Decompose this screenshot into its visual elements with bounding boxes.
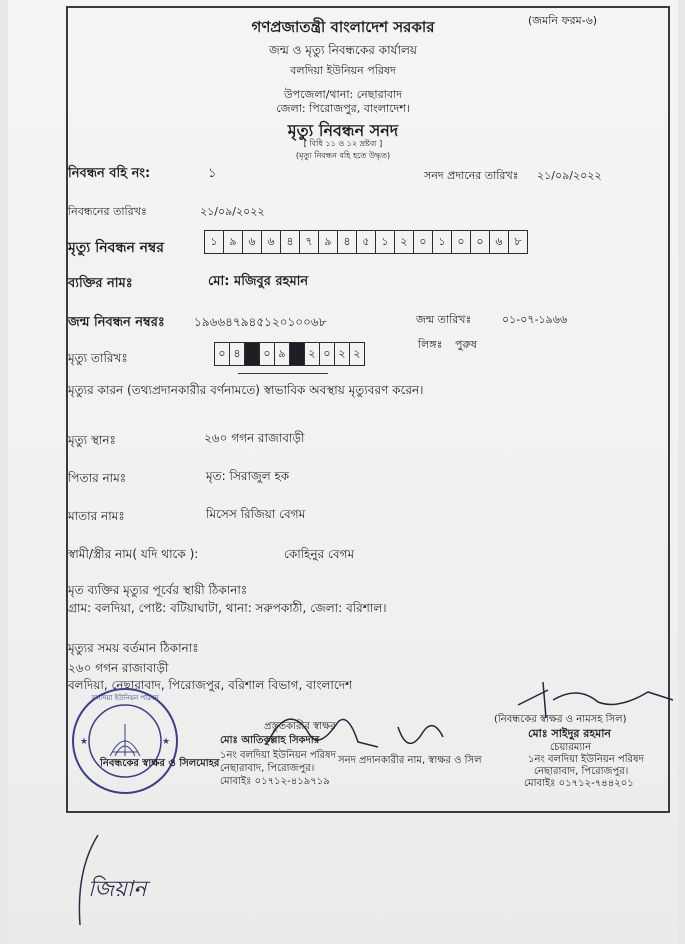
death-cause: মৃত্যুর কারন (তথ্যপ্রদানকারীর বর্ণনামতে) স্বাভাবিক অবস্থায় মৃত্যুবরণ করেন। [68, 383, 424, 397]
death-date-boxes [214, 342, 365, 366]
svg-text:★: ★ [80, 737, 89, 747]
seal-text: বলদিয়া ইউনিয়ন পরিষদ [91, 694, 159, 702]
reg-digit-box: ২ [395, 231, 414, 253]
handwritten-note: জিয়ান [88, 877, 147, 902]
date-digit-box: ২ [305, 343, 320, 365]
date-digit-box: ৯ [275, 343, 290, 365]
birth-date-value: ০১-০৭-১৯৬৬ [502, 313, 568, 326]
issue-date-value: ২১/০৯/২০২২ [537, 169, 602, 182]
registrar-title: চেয়ারম্যান [550, 742, 592, 753]
reg-digit-box: ০ [452, 231, 471, 253]
person-name-label: ব্যক্তির নামঃ [68, 276, 133, 291]
district-line: জেলা: পিরোজপুর, বাংলাদেশ। [276, 102, 410, 115]
source-note: (মৃত্যু নিবন্ধন বহি হতে উদ্ধৃত) [295, 151, 391, 160]
mother-name-label: মাতার নামঃ [68, 509, 125, 523]
death-place-value: ২৬০ গগন রাজাবাড়ী [204, 431, 305, 445]
reg-digit-box: ৯ [224, 231, 243, 253]
date-underline [238, 373, 328, 374]
reg-digit-box: ১ [205, 231, 224, 253]
current-address-line1: ২৬০ গগন রাজাবাড়ী [68, 661, 169, 675]
birth-registration-value: ১৯৬৬৪৭৯৪৫১২০১০০৬৮ [194, 315, 327, 329]
reg-digit-box: ০ [471, 231, 490, 253]
reg-digit-box: ০ [414, 231, 433, 253]
date-digit-box: ০ [215, 343, 230, 365]
spouse-name-label: স্বামী/স্ত্রীর নাম( যদি থাকে ): [68, 547, 199, 561]
date-digit-box: ২ [353, 347, 361, 360]
death-place-label: মৃত্যু স্থানঃ [68, 433, 116, 447]
death-date-label: মৃত্যু তারিখঃ [68, 351, 128, 365]
date-digit-box: ২ [335, 343, 350, 365]
reg-digit-box: ৪ [281, 231, 300, 253]
rule-reference: [ বিধি ১১ ও ১২ দ্রষ্টব্য ] [303, 139, 383, 148]
permanent-address-value: গ্রাম: বলদিয়া, পোষ্ট: বটিয়াঘাটা, থানা: সরুপকাঠী, জেলা: বরিশাল। [68, 601, 387, 615]
reg-digit-box: ৬ [243, 231, 262, 253]
preparer-mobile: মোবাইঃ ০১৭১২-৪১৯৭১৯ [220, 776, 330, 787]
form-number: (জমনি ফরম-৬) [528, 14, 598, 27]
union-name: বলদিয়া ইউনিয়ন পরিষদ [290, 64, 396, 77]
registration-date-value: ২১/০৯/২০২২ [200, 205, 265, 218]
certificate-title: মৃত্যু নিবন্ধন সনদ [287, 121, 399, 140]
gender-value: পুরুষ [455, 338, 477, 351]
registrar-union: ১নং বলদিয়া ইউনিয়ন পরিষদ [528, 754, 644, 765]
reg-digit-box: ৭ [300, 231, 319, 253]
permanent-address-label: মৃত ব্যক্তির মৃত্যুর পূর্বের স্থায়ী ঠিকানাঃ [68, 583, 248, 597]
father-name-label: পিতার নামঃ [68, 471, 127, 485]
date-digit-box: ০ [260, 343, 275, 365]
registrar-seal-caption: নিবন্ধকের স্বাক্ষর ও সিলমোহর [100, 758, 220, 769]
birth-date-label: জন্ম তারিখঃ [416, 313, 472, 326]
preparer-name: মোঃ আতিকুল্লাহ সিকদার [220, 735, 320, 746]
preparer-signature-caption: প্রস্তুতকারীর স্বাক্ষর [264, 721, 336, 732]
reg-digit-box: ১ [433, 231, 452, 253]
registration-date-label: নিবন্ধনের তারিখঃ [68, 205, 147, 218]
date-separator-box [245, 343, 260, 365]
death-registration-number-label: মৃত্যু নিবন্ধন নম্বর [68, 240, 164, 256]
registrar-name: মোঃ সাইদুর রহমান [528, 727, 611, 740]
reg-digit-box: ৪ [338, 231, 357, 253]
date-digit-box: ০ [320, 343, 335, 365]
spouse-name-value: কোহিনুর বেগম [284, 547, 355, 561]
birth-registration-label: জন্ম নিবন্ধন নম্বরঃ [68, 315, 165, 330]
father-name-value: মৃত: সিরাজুল হক [206, 469, 290, 483]
current-address-line2: বলদিয়া, নেছারাবাদ, পিরোজপুর, বরিশাল বিভাগ, বাংলাদেশ [68, 678, 353, 692]
reg-digit-box: ৬ [490, 231, 509, 253]
issuer-caption: সনদ প্রদানকারীর নাম, স্বাক্ষর ও সিল [338, 755, 482, 766]
reg-digit-box: ৮ [514, 235, 522, 248]
svg-text:★: ★ [162, 737, 171, 747]
government-title: গণপ্রজাতন্ত্রী বাংলাদেশ সরকার [251, 18, 435, 36]
gender-label: লিঙ্গঃ [418, 338, 443, 351]
certificate-paper [8, 0, 678, 944]
preparer-union: ১নং বলদিয়া ইউনিয়ন পরিষদ [220, 750, 336, 761]
reg-digit-box: ৯ [319, 231, 338, 253]
book-number-label: নিবন্ধন বহি নং: [68, 166, 151, 181]
death-registration-number-boxes [204, 230, 528, 254]
preparer-location: নেছারাবাদ, পিরোজপুর। [220, 763, 315, 774]
registrar-location: নেছারাবাদ, পিরোজপুর। [534, 766, 629, 777]
reg-digit-box: ৬ [262, 231, 281, 253]
mother-name-value: মিসেস রিজিয়া বেগম [206, 507, 306, 521]
reg-digit-box: ৫ [357, 231, 376, 253]
person-name-value: মো: মজিবুর রহমান [208, 274, 309, 289]
office-name: জন্ম ও মৃত্যু নিবন্ধকের কার্যালয় [269, 43, 417, 57]
upazila-line: উপজেলা/থানা: নেছারাবাদ [284, 88, 402, 101]
date-digit-box: ৪ [230, 343, 245, 365]
date-separator-box [290, 343, 305, 365]
registrar-caption: (নিবন্ধকের স্বাক্ষর ও নামসহ সিল) [494, 714, 627, 725]
registrar-mobile: মোবাইঃ ০১৭১২-৭৪৪২০১ [524, 778, 634, 789]
reg-digit-box: ১ [376, 231, 395, 253]
book-number-value: ১ [208, 166, 217, 181]
union-seal [70, 686, 180, 796]
issue-date-label: সনদ প্রদানের তারিখঃ [424, 169, 519, 182]
current-address-label: মৃত্যুর সময় বর্তমান ঠিকানাঃ [68, 641, 199, 655]
